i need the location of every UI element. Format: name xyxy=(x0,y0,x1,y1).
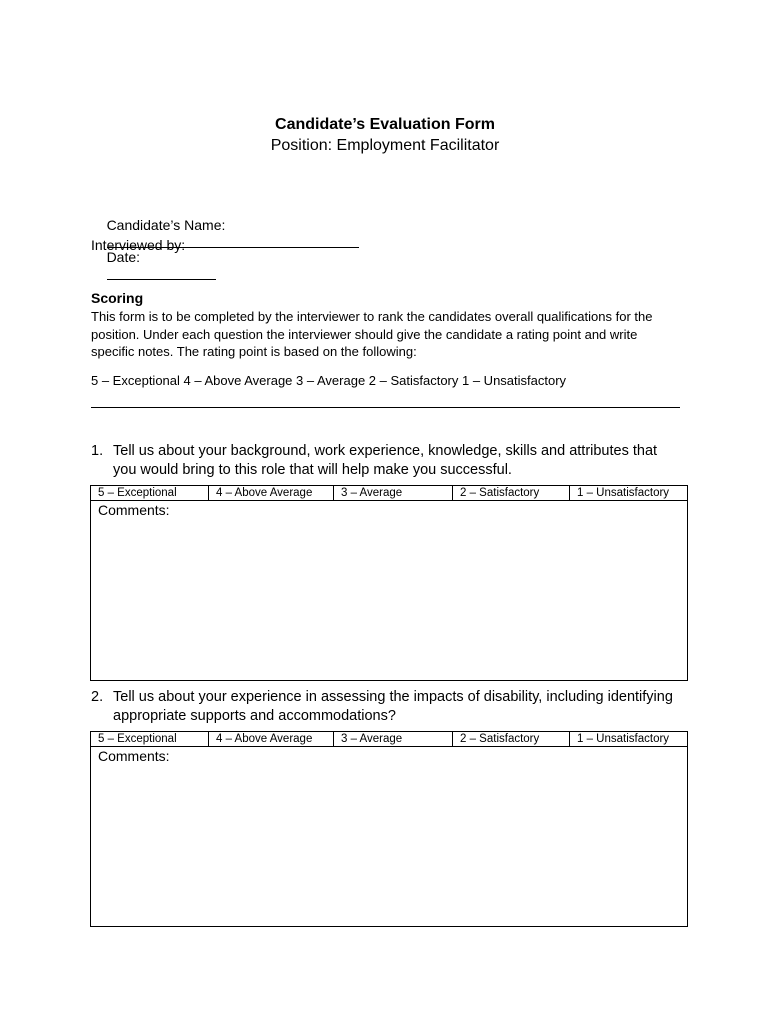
question-2 xyxy=(91,688,681,725)
question-number: 1. xyxy=(91,443,104,459)
rating-option-5[interactable]: 5 – Exceptional xyxy=(91,486,209,501)
rating-option-1[interactable]: 1 – Unsatisfactory xyxy=(570,486,688,501)
question-text: Tell us about your background, work experience, knowledge, skills and attributes that you would bring to this role that will help make you successful. xyxy=(113,443,658,478)
comments-box[interactable] xyxy=(91,501,688,681)
rating-option-1[interactable]: 1 – Unsatisfactory xyxy=(570,732,688,747)
rating-option-2[interactable]: 2 – Satisfactory xyxy=(453,486,570,501)
comments-box[interactable] xyxy=(91,747,688,927)
scoring-description: This form is to be completed by the interviewer to rank the candidates overall qualifications for the position. Under each question the interviewer should give the candidate a rating point and write specific notes. The rating point is based on the following: xyxy=(91,309,653,359)
question-1 xyxy=(91,442,681,479)
interviewed-by-label: Interviewed by: xyxy=(91,237,186,253)
rating-row xyxy=(91,486,688,501)
question-number: 2. xyxy=(91,689,104,705)
rating-option-3[interactable]: 3 – Average xyxy=(334,732,453,747)
candidate-name-label: Candidate’s Name: xyxy=(106,217,226,233)
form-subtitle: Position: Employment Facilitator xyxy=(270,137,500,154)
rating-option-4[interactable]: 4 – Above Average xyxy=(209,732,334,747)
rating-option-4[interactable]: 4 – Above Average xyxy=(209,486,334,501)
date-field[interactable] xyxy=(107,265,216,280)
rating-option-5[interactable]: 5 – Exceptional xyxy=(91,732,209,747)
section-divider xyxy=(91,407,680,408)
rating-row xyxy=(91,732,688,747)
scoring-heading: Scoring xyxy=(91,290,144,306)
comments-label: Comments: xyxy=(98,748,170,764)
date-label: Date: xyxy=(106,249,141,265)
rating-table-1 xyxy=(90,485,688,681)
form-title: Candidate’s Evaluation Form xyxy=(275,116,495,133)
comments-label: Comments: xyxy=(98,502,170,518)
rating-scale: 5 – Exceptional 4 – Above Average 3 – Average 2 – Satisfactory 1 – Unsatisfactory xyxy=(91,373,567,388)
rating-option-2[interactable]: 2 – Satisfactory xyxy=(453,732,570,747)
rating-option-3[interactable]: 3 – Average xyxy=(334,486,453,501)
question-text: Tell us about your experience in assessing the impacts of disability, including identifying appropriate supports and accommodations? xyxy=(113,689,673,724)
rating-table-2 xyxy=(90,731,688,927)
